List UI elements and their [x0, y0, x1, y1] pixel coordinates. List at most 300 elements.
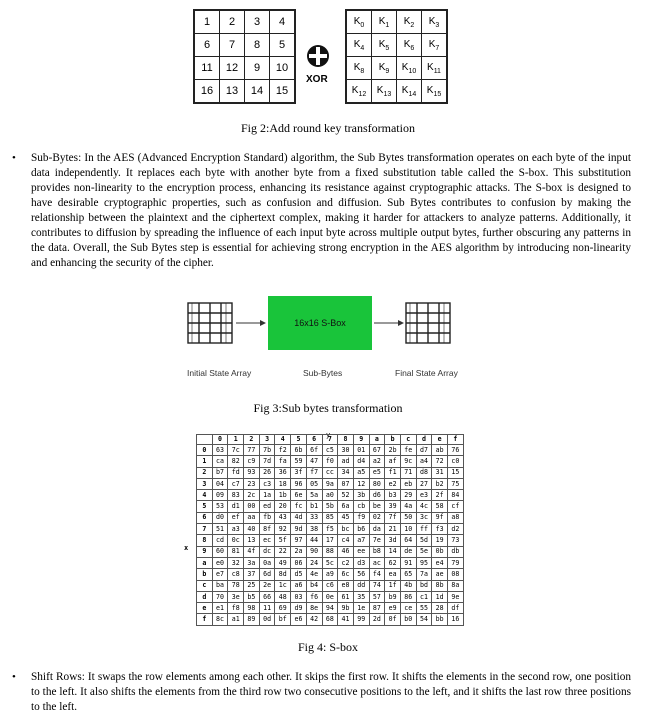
sbox-cell: cf: [448, 501, 464, 512]
grid-cell: 5: [270, 34, 296, 57]
sbox-cell: 0c: [228, 535, 244, 546]
grid-cell: $K_3$: [422, 10, 448, 34]
sbox-y-label: y: [326, 431, 331, 439]
sbox-cell: 52: [338, 490, 354, 501]
sbox-col-header: 5: [291, 435, 307, 445]
sbox-cell: be: [369, 501, 385, 512]
sbox-cell: a7: [353, 535, 369, 546]
sbox-cell: 83: [228, 490, 244, 501]
fig3-caption: Fig 3:Sub bytes transformation: [253, 401, 403, 415]
sbox-cell: 4d: [291, 512, 307, 523]
grid-cell: $K_{11}$: [422, 57, 448, 80]
sbox-cell: 77: [244, 445, 260, 456]
sbox-cell: d1: [228, 501, 244, 512]
sbox-row-header: d: [197, 591, 213, 602]
sbox-cell: 21: [385, 524, 401, 535]
sbox-cell: 18: [275, 478, 291, 489]
sbox-row: [197, 456, 464, 467]
sbox-cell: ce: [400, 603, 416, 614]
sbox-cell: f3: [432, 524, 448, 535]
sbox-cell: fc: [291, 501, 307, 512]
grid-row: [346, 57, 447, 80]
sbox-cell: e8: [338, 580, 354, 591]
sbox-row-header: f: [197, 614, 213, 625]
sbox-cell: af: [385, 456, 401, 467]
grid-cell: 12: [220, 57, 245, 80]
sbox-cell: 94: [322, 603, 338, 614]
sbox-cell: dc: [259, 546, 275, 557]
sbox-cell: 81: [228, 546, 244, 557]
sbox-cell: 1e: [353, 603, 369, 614]
sbox-cell: 96: [291, 478, 307, 489]
sbox-cell: 14: [385, 546, 401, 557]
sbox-cell: 43: [275, 512, 291, 523]
sbox-cell: cd: [212, 535, 228, 546]
sbox-cell: f8: [228, 603, 244, 614]
sbox-cell: 37: [244, 569, 260, 580]
sbox-cell: 97: [291, 535, 307, 546]
sbox-cell: 0a: [259, 557, 275, 568]
sbox-cell: 74: [369, 580, 385, 591]
sbox-cell: 07: [338, 478, 354, 489]
sbox-cell: bd: [416, 580, 432, 591]
sbox-cell: 3e: [228, 591, 244, 602]
sbox-col-header: 3: [259, 435, 275, 445]
sbox-row-header: 4: [197, 490, 213, 501]
sbox-cell: c0: [448, 456, 464, 467]
sbox-cell: d7: [416, 445, 432, 456]
sbox-cell: ea: [385, 569, 401, 580]
sbox-cell: 09: [212, 490, 228, 501]
grid-row: [346, 10, 447, 34]
sbox-col-header: 0: [212, 435, 228, 445]
sbox-cell: cb: [353, 501, 369, 512]
sbox-cell: b5: [244, 591, 260, 602]
sbox-row: [197, 557, 464, 568]
sbox-cell: 6d: [259, 569, 275, 580]
sbox-cell: c5: [322, 445, 338, 456]
sbox-cell: 0d: [259, 614, 275, 625]
grid-row: [346, 80, 447, 104]
sbox-cell: c2: [338, 557, 354, 568]
sbox-cell: 20: [275, 501, 291, 512]
fig4-caption: Fig 4: S-box: [297, 640, 358, 654]
sbox-cell: 01: [353, 445, 369, 456]
sbox-cell: 24: [306, 557, 322, 568]
sbox-col-header: c: [400, 435, 416, 445]
grid-row: [346, 34, 447, 57]
sbox-row: [197, 580, 464, 591]
sbox-cell: ab: [432, 445, 448, 456]
sbox-cell: e0: [212, 557, 228, 568]
sbox-cell: 55: [416, 603, 432, 614]
xor-plus-icon: [306, 44, 330, 68]
sbox-cell: ef: [228, 512, 244, 523]
sbox-col-header: 7: [322, 435, 338, 445]
sbox-cell: bb: [432, 614, 448, 625]
sbox-row: [197, 490, 464, 501]
sbox-cell: a2: [369, 456, 385, 467]
sbox-cell: 1a: [259, 490, 275, 501]
sbox-cell: 31: [432, 467, 448, 478]
sbox-cell: 50: [400, 512, 416, 523]
sbox-cell: 32: [228, 557, 244, 568]
sbox-cell: 29: [400, 490, 416, 501]
grid-row: [194, 80, 295, 104]
sbox-cell: eb: [400, 478, 416, 489]
sbox-cell: f0: [322, 456, 338, 467]
sbox-cell: a3: [228, 524, 244, 535]
sbox-row: [197, 546, 464, 557]
sbox-cell: e4: [432, 557, 448, 568]
sbox-col-header: e: [432, 435, 448, 445]
sbox-cell: 35: [353, 591, 369, 602]
sbox-cell: 5d: [416, 535, 432, 546]
sbox-cell: b6: [353, 524, 369, 535]
sbox-cell: fb: [259, 512, 275, 523]
sbox-cell: 63: [212, 445, 228, 456]
sbox-cell: c7: [228, 478, 244, 489]
sbox-cell: a1: [228, 614, 244, 625]
sbox-cell: 91: [400, 557, 416, 568]
sbox-cell: 9e: [448, 591, 464, 602]
grid-cell: $K_{14}$: [397, 80, 422, 104]
grid-cell: 3: [245, 10, 270, 34]
sbox-cell: 92: [275, 524, 291, 535]
sbox-cell: f1: [385, 467, 401, 478]
sbox-cell: 5f: [275, 535, 291, 546]
grid-cell: 8: [245, 34, 270, 57]
sbox-cell: 0e: [322, 591, 338, 602]
sbox-cell: 69: [275, 603, 291, 614]
bullet-dot: •: [12, 671, 16, 683]
sub-bytes-paragraph: Sub-Bytes: In the AES (Advanced Encryption Standard) algorithm, the Sub Bytes transformation operates on each byte of the input data independently. It replaces each byte with another byte from a fixed substitution table called the S-box. This substitution provides non-linearity to the encryption process, enhancing its resistance against cryptographic attacks. The S-box is designed to have desirable cryptographic properties, such as confusion and diffusion. Sub Bytes contributes to confusion by making the relationship between the plaintext and the ciphertext complex, making it harder for attackers to analyze patterns. Additionally, it contributes to diffusion by spreading the influence of each input byte across multiple output bytes, further obscuring any patterns in the data. Overall, the Sub Bytes step is essential for achieving strong encryption in the AES algorithm by introducing non-linearity and enhancing the security of the cipher.: [31, 152, 631, 269]
sbox-cell: da: [369, 524, 385, 535]
sub-bytes-label: Sub-Bytes: [303, 368, 343, 378]
sbox-cell: d5: [291, 569, 307, 580]
sbox-row-header: 0: [197, 445, 213, 456]
grid-row: [194, 57, 295, 80]
sbox-cell: dd: [353, 580, 369, 591]
sbox-cell: 72: [432, 456, 448, 467]
grid-cell: 13: [220, 80, 245, 104]
sbox-cell: 03: [291, 591, 307, 602]
sbox-cell: 00: [244, 501, 260, 512]
sbox-cell: 06: [291, 557, 307, 568]
sbox-cell: 1f: [385, 580, 401, 591]
sbox-cell: 57: [369, 591, 385, 602]
sbox-cell: 98: [244, 603, 260, 614]
sbox-col-header: d: [416, 435, 432, 445]
sbox-cell: f2: [275, 445, 291, 456]
sbox-col-header: 6: [306, 435, 322, 445]
sbox-cell: ff: [416, 524, 432, 535]
sbox-cell: 27: [416, 478, 432, 489]
sbox-cell: e3: [416, 490, 432, 501]
sbox-cell: d9: [291, 603, 307, 614]
xor-label: XOR: [306, 74, 328, 85]
sbox-cell: e9: [385, 603, 401, 614]
sbox-row-header: 5: [197, 501, 213, 512]
sbox-cell: c9: [244, 456, 260, 467]
grid-cell: $K_1$: [372, 10, 397, 34]
grid-cell: $K_7$: [422, 34, 448, 57]
sbox-cell: fe: [400, 445, 416, 456]
sbox-cell: 51: [212, 524, 228, 535]
sbox-cell: e6: [291, 614, 307, 625]
sbox-cell: ba: [212, 580, 228, 591]
sbox-cell: 4b: [400, 580, 416, 591]
sbox-cell: 11: [259, 603, 275, 614]
sbox-cell: c8: [228, 569, 244, 580]
sbox-cell: 3f: [291, 467, 307, 478]
sbox-cell: b4: [306, 580, 322, 591]
sbox-cell: 5c: [322, 557, 338, 568]
sbox-cell: 4c: [416, 501, 432, 512]
sbox-cell: 4e: [306, 569, 322, 580]
sbox-cell: b3: [385, 490, 401, 501]
sbox-cell: ed: [259, 501, 275, 512]
sbox-cell: 8e: [306, 603, 322, 614]
sbox-row: [197, 478, 464, 489]
sbox-cell: 75: [448, 478, 464, 489]
sbox-cell: 2f: [432, 490, 448, 501]
sbox-cell: 3d: [385, 535, 401, 546]
sbox-cell: 40: [244, 524, 260, 535]
sbox-row-header: 6: [197, 512, 213, 523]
sbox-cell: db: [448, 546, 464, 557]
grid-cell: 1: [194, 10, 220, 34]
sbox-cell: df: [448, 603, 464, 614]
shift-rows-paragraph: Shift Rows: It swaps the row elements among each other. It skips the first row. It shifts the elements in the second row, one position to the left. It also shifts the elements from the third row two consecutive positions to the left, and it shifts the last row three positions to the left.: [31, 671, 631, 713]
sbox-cell: c3: [259, 478, 275, 489]
sbox-cell: 4f: [244, 546, 260, 557]
sbox-cell: 1d: [432, 591, 448, 602]
sbox-cell: 3a: [244, 557, 260, 568]
final-state-label: Final State Array: [395, 368, 458, 378]
sbox-cell: 15: [448, 467, 464, 478]
sbox-cell: b2: [432, 478, 448, 489]
sbox-cell: ad: [338, 456, 354, 467]
sbox-cell: 7a: [416, 569, 432, 580]
sbox-cell: c1: [416, 591, 432, 602]
sbox-row: [197, 614, 464, 625]
state-matrix-grid: [193, 9, 296, 104]
sbox-cell: e7: [212, 569, 228, 580]
sbox-cell: 88: [322, 546, 338, 557]
sbox-col-header: f: [448, 435, 464, 445]
grid-cell: $K_8$: [346, 57, 372, 80]
sbox-col-header: b: [385, 435, 401, 445]
sbox-cell: 5e: [416, 546, 432, 557]
grid-cell: 7: [220, 34, 245, 57]
sbox-cell: 6e: [291, 490, 307, 501]
sbox-cell: d0: [212, 512, 228, 523]
sbox-cell: a9: [322, 569, 338, 580]
sbox-cell: 70: [212, 591, 228, 602]
sbox-cell: 80: [369, 478, 385, 489]
sbox-cell: 85: [322, 512, 338, 523]
sbox-cell: ec: [259, 535, 275, 546]
sbox-cell: 46: [338, 546, 354, 557]
final-state-grid-icon: [404, 301, 454, 347]
sbox-cell: 2b: [385, 445, 401, 456]
sbox-cell: 64: [400, 535, 416, 546]
arrow-right-icon: [374, 318, 404, 328]
sbox-block: 16x16 S-Box: [268, 296, 372, 350]
sbox-cell: 12: [353, 478, 369, 489]
sbox-cell: f4: [369, 569, 385, 580]
sbox-x-label: x: [184, 544, 189, 552]
sbox-cell: d3: [353, 557, 369, 568]
sbox-cell: 16: [448, 614, 464, 625]
sbox-cell: 22: [275, 546, 291, 557]
sbox-row: [197, 524, 464, 535]
grid-cell: 4: [270, 10, 296, 34]
sbox-cell: bc: [338, 524, 354, 535]
grid-cell: $K_{10}$: [397, 57, 422, 80]
sbox-cell: 6a: [338, 501, 354, 512]
sbox-cell: 89: [244, 614, 260, 625]
sbox-cell: d6: [369, 490, 385, 501]
grid-cell: 10: [270, 57, 296, 80]
sbox-cell: 33: [306, 512, 322, 523]
grid-cell: $K_9$: [372, 57, 397, 80]
sbox-cell: 73: [448, 535, 464, 546]
arrow-right-icon: [236, 318, 266, 328]
sbox-cell: d8: [416, 467, 432, 478]
grid-cell: $K_{15}$: [422, 80, 448, 104]
sbox-cell: 2e: [259, 580, 275, 591]
grid-cell: $K_{12}$: [346, 80, 372, 104]
sbox-cell: ca: [212, 456, 228, 467]
sbox-cell: 0b: [432, 546, 448, 557]
sbox-cell: 7b: [259, 445, 275, 456]
sbox-cell: 8b: [432, 580, 448, 591]
sbox-row: [197, 569, 464, 580]
grid-cell: $K_6$: [397, 34, 422, 57]
sbox-row-header: 2: [197, 467, 213, 478]
sbox-cell: aa: [244, 512, 260, 523]
sbox-cell: 8a: [448, 580, 464, 591]
sbox-cell: b1: [306, 501, 322, 512]
sbox-row: [197, 591, 464, 602]
sbox-cell: 0f: [385, 614, 401, 625]
sbox-cell: b9: [385, 591, 401, 602]
sbox-cell: 76: [448, 445, 464, 456]
sbox-cell: a6: [291, 580, 307, 591]
sbox-cell: a5: [353, 467, 369, 478]
grid-cell: $K_{13}$: [372, 80, 397, 104]
sbox-row: [197, 603, 464, 614]
sbox-cell: f6: [306, 591, 322, 602]
sbox-cell: 67: [369, 445, 385, 456]
sbox-cell: f7: [306, 467, 322, 478]
sbox-cell: 28: [432, 603, 448, 614]
sbox-cell: 13: [244, 535, 260, 546]
sbox-col-header: 4: [275, 435, 291, 445]
sbox-cell: 9c: [400, 456, 416, 467]
sbox-cell: b0: [400, 614, 416, 625]
sbox-cell: 65: [400, 569, 416, 580]
sbox-cell: 4a: [400, 501, 416, 512]
sbox-row-header: c: [197, 580, 213, 591]
grid-cell: 11: [194, 57, 220, 80]
sbox-cell: 95: [416, 557, 432, 568]
sbox-row-header: 1: [197, 456, 213, 467]
sbox-cell: 3b: [353, 490, 369, 501]
grid-cell: 16: [194, 80, 220, 104]
sbox-cell: 7e: [369, 535, 385, 546]
sbox-cell: 1c: [275, 580, 291, 591]
sbox-cell: c6: [322, 580, 338, 591]
sbox-cell: b7: [212, 467, 228, 478]
grid-cell: 15: [270, 80, 296, 104]
sbox-row: [197, 501, 464, 512]
sbox-row: [197, 535, 464, 546]
sbox-cell: 6f: [306, 445, 322, 456]
sbox-cell: 86: [400, 591, 416, 602]
sbox-cell: f9: [353, 512, 369, 523]
sbox-cell: 6b: [291, 445, 307, 456]
sbox-col-header: 2: [244, 435, 260, 445]
grid-cell: $K_0$: [346, 10, 372, 34]
sbox-cell: 8f: [259, 524, 275, 535]
sbox-cell: 56: [353, 569, 369, 580]
sbox-cell: 54: [416, 614, 432, 625]
fig2-caption: Fig 2:Add round key transformation: [241, 121, 415, 135]
sbox-cell: 71: [400, 467, 416, 478]
sbox-cell: 04: [212, 478, 228, 489]
sbox-cell: 93: [244, 467, 260, 478]
sbox-cell: 8d: [275, 569, 291, 580]
sbox-cell: 2a: [291, 546, 307, 557]
sbox-col-header: 8: [338, 435, 354, 445]
sbox-cell: 49: [275, 557, 291, 568]
sbox-cell: f5: [322, 524, 338, 535]
sbox-cell: 7f: [385, 512, 401, 523]
grid-row: [194, 34, 295, 57]
sbox-cell: 7d: [259, 456, 275, 467]
sbox-cell: d4: [353, 456, 369, 467]
sbox-row-header: 9: [197, 546, 213, 557]
sbox-row-header: b: [197, 569, 213, 580]
sbox-cell: ee: [353, 546, 369, 557]
grid-cell: $K_5$: [372, 34, 397, 57]
sbox-cell: 26: [259, 467, 275, 478]
sbox-cell: 25: [244, 580, 260, 591]
sbox-cell: 5a: [306, 490, 322, 501]
sbox-cell: fa: [275, 456, 291, 467]
sbox-cell: 10: [400, 524, 416, 535]
sbox-cell: e1: [212, 603, 228, 614]
sbox-cell: 9f: [432, 512, 448, 523]
sbox-cell: 47: [306, 456, 322, 467]
sbox-cell: 44: [306, 535, 322, 546]
grid-cell: 14: [245, 80, 270, 104]
sbox-cell: 3c: [416, 512, 432, 523]
sbox-row-header: 7: [197, 524, 213, 535]
sbox-cell: 60: [212, 546, 228, 557]
sbox-cell: ac: [369, 557, 385, 568]
sbox-cell: d2: [448, 524, 464, 535]
sbox-cell: 2d: [369, 614, 385, 625]
sbox-cell: 08: [448, 569, 464, 580]
sbox-cell: 41: [338, 614, 354, 625]
sbox-cell: 17: [322, 535, 338, 546]
sbox-corner-cell: [197, 435, 213, 445]
sbox-row: [197, 512, 464, 523]
